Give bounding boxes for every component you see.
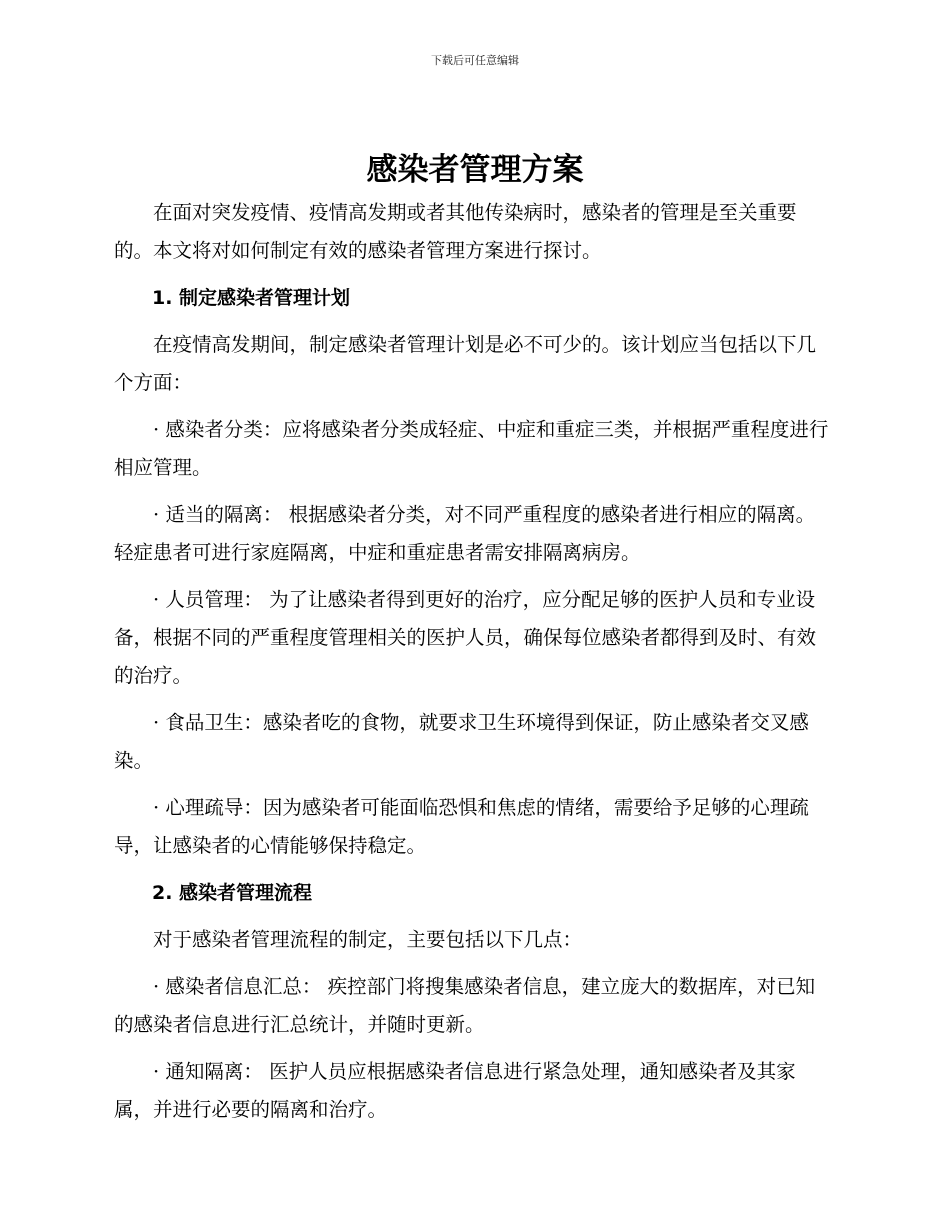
section-1-item-counseling: · 心理疏导：因为感染者可能面临恐惧和焦虑的情绪，需要给予足够的心理疏导，让感染者的心情能够保持稳定。 bbox=[114, 796, 809, 857]
section-2-lead: 对于感染者管理流程的制定，主要包括以下几点： bbox=[153, 928, 583, 951]
section-1-item-staffing: · 人员管理： 为了让感染者得到更好的治疗，应分配足够的医护人员和专业设备，根据不同的严重程度管理相关的医护人员，确保每位感染者都得到及时、有效的治疗。 bbox=[114, 588, 817, 687]
intro-paragraph: 在面对突发疫情、疫情高发期或者其他传染病时，感染者的管理是至关重要的。本文将对如何制定有效的感染者管理方案进行探讨。 bbox=[114, 201, 797, 262]
section-1-item-food-hygiene: · 食品卫生：感染者吃的食物，就要求卫生环境得到保证，防止感染者交叉感染。 bbox=[114, 711, 809, 772]
page-header-note: 下载后可任意编辑 bbox=[431, 54, 519, 67]
document-body bbox=[114, 194, 832, 1138]
section-1-item-classification: · 感染者分类：应将感染者分类成轻症、中症和重症三类，并根据严重程度进行相应管理。 bbox=[114, 418, 829, 479]
section-2-heading: 2. 感染者管理流程 bbox=[152, 882, 313, 904]
section-1-heading: 1. 制定感染者管理计划 bbox=[152, 287, 351, 309]
section-2-item-notify-isolation: · 通知隔离： 医护人员应根据感染者信息进行紧急处理，通知感染者及其家属，并进行必要的隔离和治疗。 bbox=[114, 1060, 796, 1121]
document-title: 感染者管理方案 bbox=[366, 152, 584, 188]
section-1-lead: 在疫情高发期间，制定感染者管理计划是必不可少的。该计划应当包括以下几个方面： bbox=[114, 333, 817, 394]
section-1-item-isolation: · 适当的隔离： 根据感染者分类，对不同严重程度的感染者进行相应的隔离。轻症患者可进行家庭隔离，中症和重症患者需安排隔离病房。 bbox=[114, 503, 816, 564]
section-2-item-info-summary: · 感染者信息汇总： 疾控部门将搜集感染者信息，建立庞大的数据库，对已知的感染者信息进行汇总统计，并随时更新。 bbox=[114, 975, 816, 1036]
